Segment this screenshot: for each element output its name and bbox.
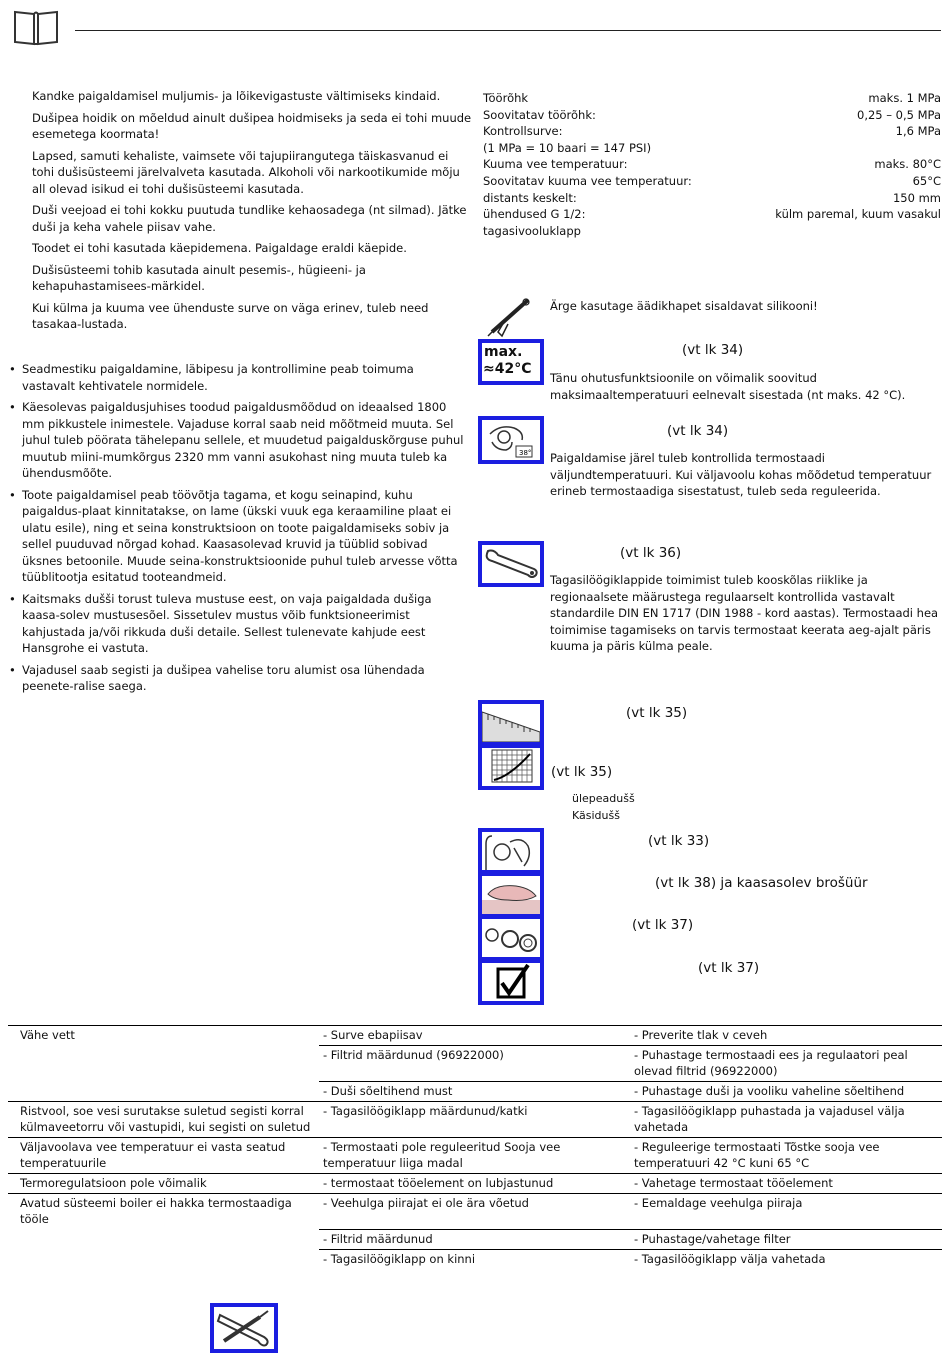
list-item-hand: Käsidušš: [572, 809, 620, 822]
handle-icon: [478, 828, 544, 874]
safety-notes: [32, 88, 472, 338]
safety-note: Dušipea hoidik on mõeldud ainult dušipea hoidmiseks ja seda ei tohi muude esemetega koormata!: [32, 110, 472, 141]
fix-cell: - Eemaldage veehulga piiraja: [630, 1194, 942, 1230]
adjustment-text: Paigaldamise järel tuleb kontrollida termostaadi väljundtemperatuuri. Kui väljavoolu kohas mõõdetud temperatuur erineb termostaadiga sisestatust, tuleb seda reguleerida.: [550, 451, 932, 498]
safety-note: Kui külma ja kuuma vee ühenduste surve on väga erinev, tuleb need tasakaa-lustada.: [32, 300, 429, 331]
table-row: [8, 1249, 942, 1269]
open-book-icon: [12, 8, 60, 46]
list-item-overhead: ülepeadušš: [572, 792, 635, 805]
header-rule: [75, 30, 941, 31]
parts-icon: [478, 915, 544, 961]
ruler-icon: [478, 700, 544, 746]
spec-row: [483, 190, 941, 207]
cause-cell: - Filtrid määrdunud (96922000): [319, 1046, 630, 1082]
problem-cell: Väljavoolava vee temperatuur ei vasta seatud temperatuurile: [8, 1138, 319, 1174]
installation-notes: [8, 361, 468, 700]
problem-cell: Vähe vett: [8, 1026, 319, 1046]
spec-label: distants keskelt:: [483, 190, 577, 205]
table-row: [8, 1138, 942, 1174]
thermostat-adjust-icon: [478, 416, 544, 464]
table-row: [8, 1082, 942, 1102]
fix-cell: - Reguleerige termostaati Tõstke sooja vee temperatuuri 42 °C kuni 65 °C: [630, 1138, 942, 1174]
spec-row: [483, 156, 941, 173]
page-ref: (vt lk 36): [620, 545, 682, 561]
spec-label: (1 MPa = 10 baari = 147 PSI): [483, 140, 652, 155]
problem-cell: Termoregulatsioon pole võimalik: [8, 1174, 319, 1194]
fix-cell: - Vahetage termostaat tööelement: [630, 1174, 942, 1194]
spec-value: külm paremal, kuum vasakul: [775, 207, 941, 222]
thermo-icon-label: 38°: [519, 449, 532, 457]
spec-label: Soovitatav töörõhk:: [483, 107, 596, 122]
spec-label: tagasivooluklapp: [483, 223, 581, 238]
page-ref: (vt lk 33): [648, 833, 710, 849]
page-ref: (vt lk 38) ja kaasasolev brošüür: [655, 875, 868, 891]
safety-note: Dušisüsteemi tohib kasutada ainult pesemis-, hügieeni- ja kehapuhastamisees-märkidel.: [32, 262, 366, 293]
table-row: [8, 1026, 942, 1046]
max-temperature-icon: [478, 339, 544, 385]
spec-label: Kontrollsurve:: [483, 124, 563, 139]
table-row: [8, 1229, 942, 1249]
spec-label: Töörõhk: [483, 91, 529, 105]
fix-cell: - Tagasilöögiklapp puhastada ja vajadusel välja vahetada: [630, 1102, 942, 1138]
safety-note: Lapsed, samuti kehaliste, vaimsete või tajupiirangutega täiskasvanud ei tohi dušisüsteemi järelvalveta kasutada. Alkoholi või narkootikumide mõju all olevad isikud ei tohi dušisüsteemi kasutada.: [32, 148, 460, 196]
problem-cell: Ristvool, soe vesi surutakse suletud segisti korral külmaveetorru või vastupidi, kui segisti on suletud: [8, 1102, 319, 1138]
spec-row: [483, 223, 941, 240]
table-row: [8, 1194, 942, 1230]
problem-cell: [8, 1249, 319, 1269]
max-icon-text: max.: [484, 344, 523, 360]
spec-row: [483, 107, 941, 124]
technical-data: [483, 90, 941, 239]
silicone-gun-icon: [486, 296, 532, 338]
fix-cell: - Tagasilöögiklapp välja vahetada: [630, 1249, 942, 1269]
spec-value: 150 mm: [892, 190, 941, 205]
fix-cell: - Puhastage/vahetage filter: [630, 1229, 942, 1249]
cause-cell: - Filtrid määrdunud: [319, 1229, 630, 1249]
cause-cell: - Surve ebapiisav: [319, 1026, 630, 1046]
page-ref: (vt lk 37): [698, 960, 760, 976]
wrench-screwdriver-icon: [210, 1303, 278, 1353]
safety-function-text: Tänu ohutusfunktsioonile on võimalik soovitud maksimaaltemperatuuri eelnevalt sisestada (nt maks. 42 °C).: [550, 371, 906, 402]
cleaning-icon: [478, 872, 544, 918]
fix-cell: - Puhastage termostaadi ees ja regulaatori peal olevad filtrid (96922000): [630, 1046, 942, 1082]
problem-cell: [8, 1229, 319, 1249]
safety-note: Toodet ei tohi kasutada käepidemena. Paigaldage eraldi käepide.: [32, 241, 407, 255]
cause-cell: - Tagasilöögiklapp on kinni: [319, 1249, 630, 1269]
spec-row: [483, 173, 941, 190]
problem-cell: Avatud süsteemi boiler ei hakka termostaadiga tööle: [8, 1194, 319, 1230]
safety-note: Kandke paigaldamisel muljumis- ja lõikevigastuste vältimiseks kindaid.: [32, 89, 441, 103]
spec-value: 65°C: [912, 173, 941, 188]
problem-cell: [8, 1082, 319, 1102]
spec-row: [483, 206, 941, 223]
cause-cell: - Tagasilöögiklapp määrdunud/katki: [319, 1102, 630, 1138]
page-ref: (vt lk 35): [626, 705, 688, 721]
bullet-item: • Kaitsmaks dušši torust tuleva mustuse eest, on vaja paigaldada dušiga kaasa-solev mustusesõel. Sissetulev mustus võib funktsioneerimist kahjustada ja/või rikkuda duši detaile. Sellest tulenevate kahjude eest Hansgrohe ei vastuta.: [8, 591, 468, 657]
bullet-item: • Vajadusel saab segisti ja dušipea vahelise toru alumist osa lühendada peenete-ralise saega.: [8, 662, 468, 695]
problem-cell: [8, 1046, 319, 1082]
page-ref: (vt lk 35): [551, 764, 613, 780]
cause-cell: - Veehulga piirajat ei ole ära võetud: [319, 1194, 630, 1230]
page-ref: (vt lk 37): [632, 917, 694, 933]
checkmark-icon: [478, 959, 544, 1005]
table-row: [8, 1046, 942, 1082]
spec-value: maks. 80°C: [874, 157, 941, 172]
troubleshooting-table: [8, 1025, 942, 1269]
silicone-warning: Ärge kasutage äädikhapet sisaldavat silikooni!: [550, 299, 818, 313]
bullet-item: • Seadmestiku paigaldamine, läbipesu ja kontrollimine peab toimuma vastavalt kehtivatele normidele.: [8, 361, 468, 394]
cause-cell: - termostaat tööelement on lubjastunud: [319, 1174, 630, 1194]
flow-diagram-icon: [478, 744, 544, 790]
page-ref: (vt lk 34): [667, 423, 729, 439]
fix-cell: - Preverite tlak v ceveh: [630, 1026, 942, 1046]
spec-value: 0,25 – 0,5 MPa: [857, 107, 941, 122]
spec-row: [483, 90, 941, 107]
spec-value: 1,6 MPa: [895, 124, 941, 139]
spec-label: Soovitatav kuuma vee temperatuur:: [483, 173, 692, 188]
table-row: [8, 1102, 942, 1138]
bullet-item: • Käesolevas paigaldusjuhises toodud paigaldusmõõdud on ideaalsed 1800 mm pikkustele inimestele. Vajaduse korral saab neid mõõtmeid muuta. Sel juhul tuleb pöörata tähelepanu sellele, et muudetud paigalduskõrguse puhul muutub miini-mumkõrgus 2320 mm vanni asukohast ning muuta tuleb ka ühendusmõõte.: [8, 399, 468, 482]
spec-label: ühendused G 1/2:: [483, 207, 586, 222]
cause-cell: - Duši sõeltihend must: [319, 1082, 630, 1102]
page-ref: (vt lk 34): [682, 342, 744, 358]
spec-row: [483, 123, 941, 140]
fix-cell: - Puhastage duši ja vooliku vaheline sõeltihend: [630, 1082, 942, 1102]
spec-row: [483, 140, 941, 157]
cause-cell: - Termostaati pole reguleeritud Sooja vee temperatuur liiga madal: [319, 1138, 630, 1174]
safety-note: Duši veejoad ei tohi kokku puutuda tundlike kehaosadega (nt silmad). Jätke duši ja keha vahele piisav vahe.: [32, 203, 467, 234]
spec-label: Kuuma vee temperatuur:: [483, 157, 628, 172]
bullet-item: • Toote paigaldamisel peab töövõtja tagama, et kogu seinapind, kuhu paigaldus-plaat kinnitatakse, on lame (ükski vuuk ega keraamiline plaat ei ulatu esile), ning et seina konstruktsioon on toote paigaldamiseks sobiv ja sellel puuduvad nõrgad kohad. Kaasasolevad kruvid ja tüüblid sobivad üksnes betoonile. Muude seina-konstruktsioonide puhul tuleb arvesse võtta tüüblitootja esitatud tooteandmeid.: [8, 487, 468, 586]
spec-value: maks. 1 MPa: [868, 91, 941, 105]
wrench-icon: [478, 541, 544, 587]
maintenance-text: Tagasilöögiklappide toimimist tuleb kooskõlas riiklike ja regionaalsete määrustega regulaarselt kontrollida vastavalt standardile DIN EN 1717 (DIN 1988 - kord aastas). Termostaadi hea toimimise tagamiseks on tarvis termostaat keerata aeg-ajalt päris kuuma ja päris külma peale.: [550, 573, 939, 653]
max-icon-temp: ≈42°C: [483, 361, 532, 377]
table-row: [8, 1174, 942, 1194]
